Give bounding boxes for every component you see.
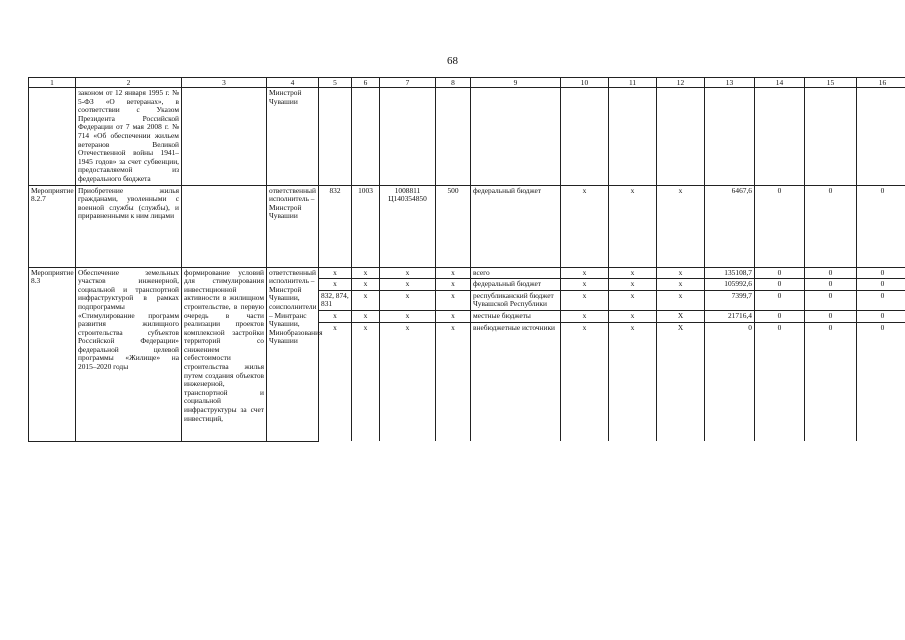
table-cell [561,333,609,441]
responsible-executor: ответственный исполнитель – Минстрой Чувашии [267,185,319,267]
table-cell [436,333,471,441]
column-header: 15 [805,78,857,88]
amount-cell: 0 [805,290,857,310]
grbs-code: x [319,279,352,291]
table-cell [755,88,805,186]
funding-source: республиканский бюджет Чувашской Республики [471,290,561,310]
grbs-code: 832 [319,185,352,267]
grbs-code: x [319,322,352,333]
expense-type-code: x [436,290,471,310]
value-cell: x [609,279,657,291]
amount-cell: 0 [755,279,805,291]
value-cell: x [561,290,609,310]
amount-cell: 135108,7 [705,267,755,279]
column-header: 4 [267,78,319,88]
amount-cell: 0 [805,322,857,333]
amount-cell: 0 [755,267,805,279]
column-header: 9 [471,78,561,88]
section-code: x [352,279,380,291]
target-article-code: x [380,290,436,310]
column-header: 16 [857,78,905,88]
table-cell [436,88,471,186]
table-cell [755,333,805,441]
section-code: 1003 [352,185,380,267]
grbs-code: x [319,267,352,279]
column-header: 11 [609,78,657,88]
amount-cell: 0 [755,310,805,322]
table-cell [352,333,380,441]
activity-code: Мероприятие 8.3 [29,267,76,441]
value-cell: x [561,310,609,322]
column-header: 10 [561,78,609,88]
grbs-code: x [319,310,352,322]
target-article-code: x [380,322,436,333]
amount-cell: 0 [857,322,905,333]
table-cell [561,88,609,186]
amount-cell: 6467,6 [705,185,755,267]
table-cell [29,88,76,186]
amount-cell: 0 [857,290,905,310]
table-cell [657,88,705,186]
value-cell: X [657,310,705,322]
activity-goal: формирование условий для стимулирования инвестиционной активности в жилищном строительстве, в первую очередь в части реализации проектов комплексной застройки территорий со снижением себестоимости строительства жилья путем создания объектов инженерной, транспортной и социальной инфраструктуры за счет инвестиций, [182,267,267,441]
grbs-code: 832, 874, 831 [319,290,352,310]
activity-description: Приобретение жилья гражданами, уволенными с военной службы (службы), и приравненными к ним лицами [76,185,182,267]
table-cell [182,185,267,267]
funding-source: внебюджетные источники [471,322,561,333]
value-cell: x [561,322,609,333]
activity-description: Обеспечение земельных участков инженерной, социальной и транспортной инфраструктурой в рамках подпрограммы «Стимулирование программ развития жилищного строительства субъектов Российской Федерации» федеральной целевой программы «Жилище» на 2015–2020 годы [76,267,182,441]
section-code: x [352,267,380,279]
table-row-8-2-7 [29,185,905,267]
amount-cell: 105992,6 [705,279,755,291]
section-code: x [352,322,380,333]
amount-cell: 0 [805,279,857,291]
amount-cell: 0 [805,310,857,322]
value-cell: X [657,322,705,333]
responsible-executor: Минстрой Чувашии [267,88,319,186]
amount-cell: 7399,7 [705,290,755,310]
value-cell: x [609,310,657,322]
amount-cell: 0 [755,322,805,333]
amount-cell: 0 [755,290,805,310]
target-article-code: x [380,279,436,291]
amount-cell: 0 [805,185,857,267]
column-header: 2 [76,78,182,88]
table-cell [319,88,352,186]
column-header: 14 [755,78,805,88]
table-cell [182,88,267,186]
column-header: 6 [352,78,380,88]
amount-cell: 21716,4 [705,310,755,322]
column-header: 1 [29,78,76,88]
expense-type-code: x [436,310,471,322]
value-cell: x [561,279,609,291]
program-table [28,77,905,442]
amount-cell: 0 [857,279,905,291]
table-row-8-3 [29,267,905,279]
table-cell [857,333,905,441]
value-cell: x [561,267,609,279]
funding-source: федеральный бюджет [471,185,561,267]
section-code: x [352,310,380,322]
column-header: 13 [705,78,755,88]
value-cell: x [609,267,657,279]
funding-source: всего [471,267,561,279]
amount-cell: 0 [857,310,905,322]
expense-type-code: x [436,279,471,291]
table-cell [471,88,561,186]
value-cell: x [657,279,705,291]
table-cell [380,333,436,441]
funding-source: федеральный бюджет [471,279,561,291]
target-article-code: x [380,310,436,322]
table-cell [805,88,857,186]
table-cell [657,333,705,441]
column-header: 8 [436,78,471,88]
value-cell: x [657,267,705,279]
column-number-row [29,78,905,88]
target-article-code: 1008811 Ц140354850 [380,185,436,267]
table-cell [857,88,905,186]
page-number: 68 [447,55,458,67]
table-cell [805,333,857,441]
column-header: 5 [319,78,352,88]
amount-cell: 0 [857,185,905,267]
table-cell [380,88,436,186]
value-cell: x [609,322,657,333]
table-cell [609,333,657,441]
value-cell: x [609,290,657,310]
table-cell [319,333,352,441]
column-header: 12 [657,78,705,88]
value-cell: x [561,185,609,267]
table-cell [705,333,755,441]
expense-type-code: x [436,322,471,333]
responsible-executor: ответственный исполнитель – Минстрой Чувашии, соисполнители – Минтранс Чувашии, Минобразования Чувашии [267,267,319,441]
value-cell: x [609,185,657,267]
amount-cell: 0 [705,322,755,333]
funding-source: местные бюджеты [471,310,561,322]
section-code: x [352,290,380,310]
table-cell [609,88,657,186]
expense-type-code: x [436,267,471,279]
table-cell [471,333,561,441]
amount-cell: 0 [805,267,857,279]
amount-cell: 0 [857,267,905,279]
target-article-code: x [380,267,436,279]
table-row-continuation [29,88,905,186]
column-header: 3 [182,78,267,88]
activity-code: Мероприятие 8.2.7 [29,185,76,267]
amount-cell: 0 [755,185,805,267]
value-cell: x [657,290,705,310]
value-cell: x [657,185,705,267]
table-cell [705,88,755,186]
column-header: 7 [380,78,436,88]
activity-description: законом от 12 января 1995 г. № 5-ФЗ «О ветеранах», в соответствии с Указом Президента Российской Федерации от 7 мая 2008 г. № 714 «Об обеспечении жильем ветеранов Великой Отечественной войны 1941–1945 годов» за счет субвенции, предоставляемой из федерального бюджета [76,88,182,186]
expense-type-code: 500 [436,185,471,267]
table-cell [352,88,380,186]
